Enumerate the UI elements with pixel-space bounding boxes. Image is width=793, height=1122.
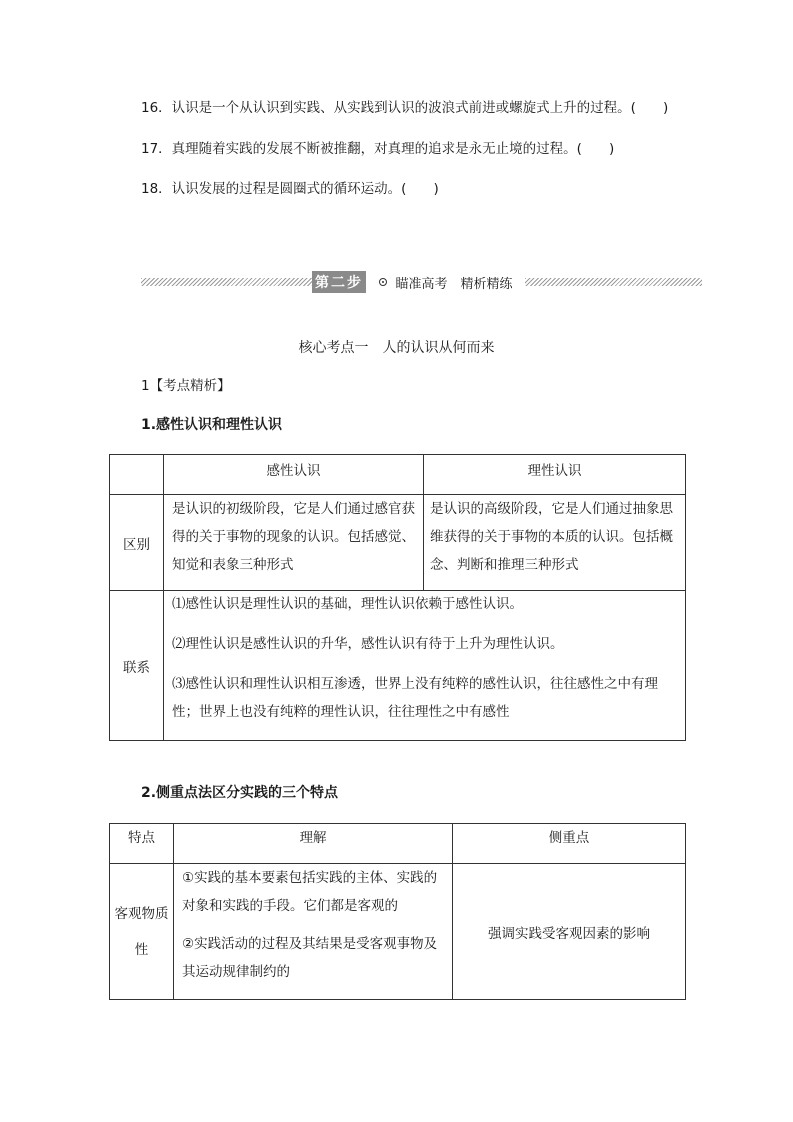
perceptual-difference-text: 是认识的初级阶段，它是人们通过感官获得的关于事物的现象的认识。包括感觉、知觉和表象三种形式 bbox=[172, 501, 415, 573]
row-label-difference: 区别 bbox=[110, 495, 164, 591]
cognition-table bbox=[109, 454, 686, 741]
row-label-objective: 客观物质性 bbox=[110, 864, 174, 1000]
header-empty bbox=[110, 455, 164, 495]
table-row bbox=[110, 864, 686, 1000]
table-row bbox=[110, 495, 686, 591]
section-title: 核心考点一 人的认识从何而来 bbox=[298, 340, 495, 356]
table2-title: 2.侧重点法区分实践的三个特点 bbox=[141, 785, 339, 801]
step-label: 第二步 bbox=[312, 271, 366, 293]
subsection-label: 1【考点精析】 bbox=[141, 378, 231, 394]
table1-title: 1.感性认识和理性认识 bbox=[141, 417, 283, 433]
question-16: 16．认识是一个从认识到实践、从实践到认识的波浪式前进或螺旋式上升的过程。( ) bbox=[141, 100, 669, 116]
banner-title bbox=[367, 271, 525, 293]
rational-difference-text: 是认识的高级阶段，它是人们通过抽象思维获得的关于事物的本质的认识。包括概念、判断和推理三种形式 bbox=[430, 501, 673, 573]
bullet-circle-icon bbox=[379, 278, 387, 286]
connection-cell bbox=[164, 591, 686, 741]
understanding-item-2: ②实践活动的过程及其结果是受客观事物及其运动规律制约的 bbox=[182, 936, 438, 980]
header-feature: 特点 bbox=[110, 824, 174, 864]
row-label-connection: 联系 bbox=[110, 591, 164, 741]
step-banner bbox=[141, 271, 702, 293]
connection-item-2: ⑵理性认识是感性认识的升华，感性认识有待于上升为理性认识。 bbox=[172, 636, 564, 652]
header-understanding: 理解 bbox=[174, 824, 453, 864]
perceptual-difference bbox=[164, 495, 424, 591]
table-header-row bbox=[110, 455, 686, 495]
objective-understanding bbox=[174, 864, 453, 1000]
banner-text: 瞄准高考 精析精练 bbox=[395, 276, 513, 292]
header-rational: 理性认识 bbox=[424, 455, 686, 495]
table-row bbox=[110, 591, 686, 741]
header-perceptual: 感性认识 bbox=[164, 455, 424, 495]
banner-hatch-right bbox=[525, 278, 702, 286]
question-18: 18．认识发展的过程是圆圈式的循环运动。( ) bbox=[141, 181, 439, 197]
header-focus: 侧重点 bbox=[453, 824, 686, 864]
practice-table bbox=[109, 823, 686, 1000]
banner-hatch-left bbox=[141, 278, 312, 286]
question-17: 17．真理随着实践的发展不断被推翻，对真理的追求是永无止境的过程。( ) bbox=[141, 141, 615, 157]
connection-item-1: ⑴感性认识是理性认识的基础，理性认识依赖于感性认识。 bbox=[172, 596, 523, 612]
connection-item-3: ⑶感性认识和理性认识相互渗透，世界上没有纯粹的感性认识，往往感性之中有理性；世界上也没有纯粹的理性认识，往往理性之中有感性 bbox=[172, 676, 658, 720]
table-header-row bbox=[110, 824, 686, 864]
rational-difference bbox=[424, 495, 686, 591]
objective-focus: 强调实践受客观因素的影响 bbox=[453, 864, 686, 1000]
understanding-item-1: ①实践的基本要素包括实践的主体、实践的对象和实践的手段。它们都是客观的 bbox=[182, 870, 438, 914]
